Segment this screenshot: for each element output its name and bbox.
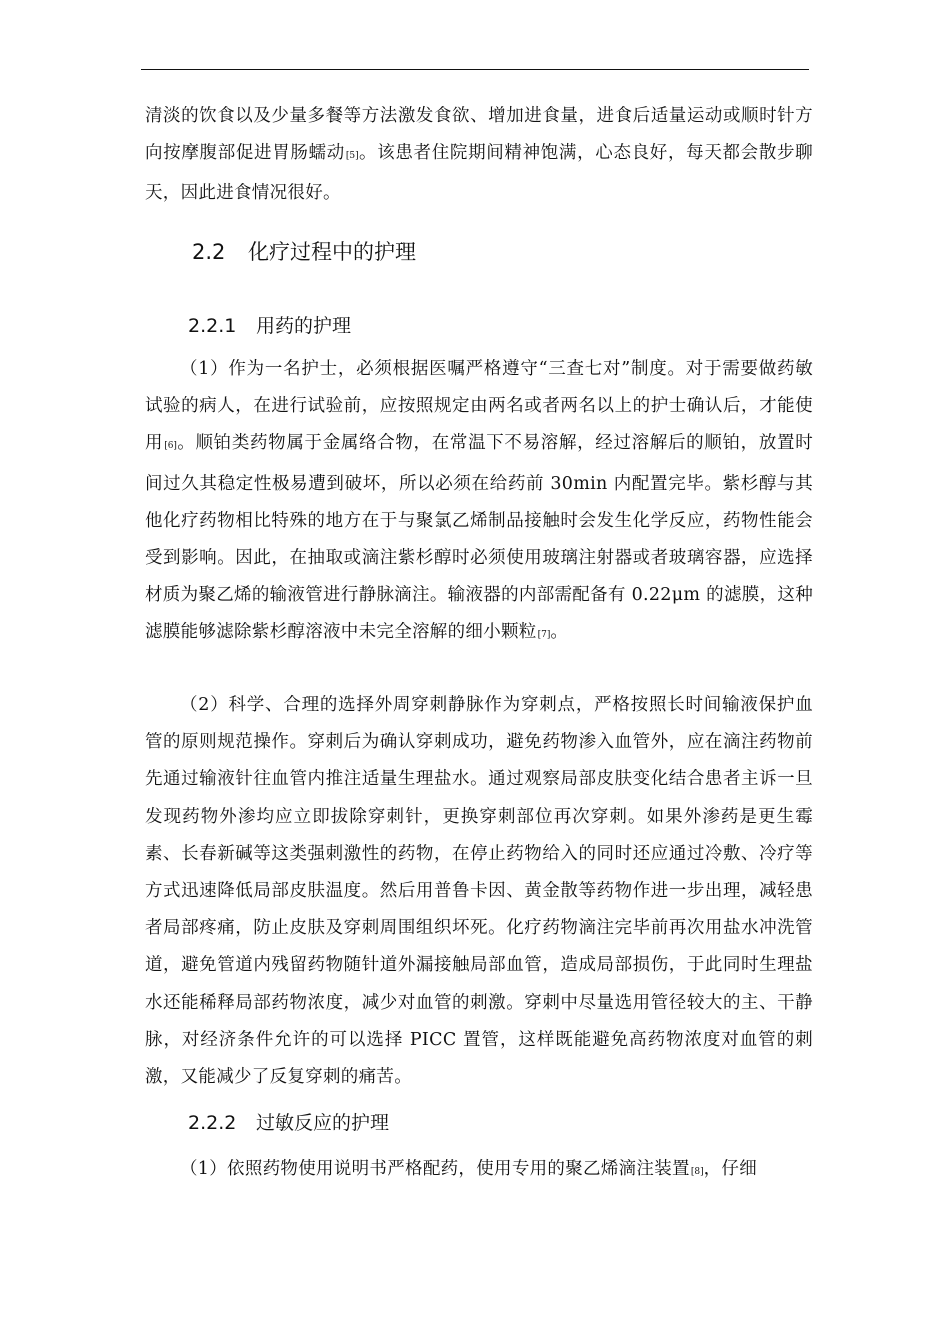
paragraph-text: （2）科学、合理的选择外周穿刺静脉作为穿刺点，严格按照长时间输液保护血管的原则规范操作。穿刺后为确认穿刺成功，避免药物渗入血管外，应在滴注药物前先通过输液针往血管内推注适量生理盐水。通过观察局部皮肤变化结合患者主诉一旦发现药物外渗均应立即拔除穿刺针，更换穿刺部位再次穿刺。如果外渗药是更生霉素、长春新碱等这类强刺激性的药物，在停止药物给入的同时还应通过冷敷、冷疗等方式迅速降低局部皮肤温度。然后用普鲁卡因、黄金散等药物作进一步出理，减轻患者局部疼痛，防止皮肤及穿刺周围组织坏死。化疗药物滴注完毕前再次用盐水冲洗管道，避免管道内残留药物随针道外漏接触局部血管，造成局部损伤，于此同时生理盐水还能稀释局部药物浓度，减少对血管的刺激。穿刺中尽量选用管径较大的主、干静脉，对经济条件允许的可以选择 PICC 置管，这样既能避免高药物浓度对血管的刺激，又能减少了反复穿刺的痛苦。 xyxy=(145,695,813,1088)
citation-ref: [7] xyxy=(537,630,551,641)
paragraph-text-part: 。 xyxy=(550,622,569,643)
section-heading-2-2-2 xyxy=(188,1108,389,1135)
section-title: 用药的护理 xyxy=(256,315,352,337)
paragraph-continuation xyxy=(145,98,813,213)
paragraph-text-part: 。该患者住院期间精神饱满，心态良好，每天都会散步聊天，因此进食情况很好。 xyxy=(145,143,813,204)
header-rule xyxy=(141,69,809,70)
citation-ref: [6] xyxy=(164,441,177,452)
paragraph-2 xyxy=(145,687,813,1096)
section-number: 2.2 xyxy=(192,240,226,264)
paragraph-text-part: 。顺铂类药物属于金属络合物，在常温下不易溶解，经过溶解后的顺铂，放置时间过久其稳定性极易遭到破坏，所以必须在给药前 30min 内配置完毕。紫杉醇与其他化疗药物相比特殊的地方在于与聚氯乙烯制品接触时会发生化学反应，药物性能会受到影响。因此，在抽取或滴注紫杉醇时必须使用玻璃注射器或者玻璃容器，应选择材质为聚乙烯的输液管进行静脉滴注。输液器的内部需配备有 0.22μm 的滤膜，这种滤膜能够滤除紫杉醇溶液中未完全溶解的细小颗粒 xyxy=(145,433,813,643)
paragraph-text xyxy=(145,1151,813,1191)
citation-ref: [8] xyxy=(690,1167,704,1177)
paragraph-1 xyxy=(145,351,813,655)
section-number: 2.2.2 xyxy=(188,1112,237,1134)
paragraph-text-part: ，仔细 xyxy=(703,1159,757,1179)
section-heading-2-2-1 xyxy=(188,311,351,338)
paragraph-text-part: （1）作为一名护士，必须根据医嘱严格遵守“三查七对”制度。对于需要做药敏试验的病人，在进行试验前，应按照规定由两名或者两名以上的护士确认后，才能使用 xyxy=(145,359,813,454)
paragraph-3 xyxy=(145,1151,813,1191)
paragraph-text-part: （1）依照药物使用说明书严格配药，使用专用的聚乙烯滴注装置 xyxy=(180,1159,690,1179)
paragraph-text xyxy=(145,351,813,655)
citation-ref: [5] xyxy=(345,151,359,162)
section-title: 过敏反应的护理 xyxy=(256,1112,390,1134)
paragraph-text xyxy=(145,98,813,213)
section-heading-2-2 xyxy=(192,236,416,266)
section-title: 化疗过程中的护理 xyxy=(248,240,416,264)
paragraph-text-part: 清淡的饮食以及少量多餐等方法激发食欲、增加进食量，进食后适量运动或顺时针方向按摩腹部促进胃肠蠕动 xyxy=(145,106,813,164)
section-number: 2.2.1 xyxy=(188,315,237,337)
